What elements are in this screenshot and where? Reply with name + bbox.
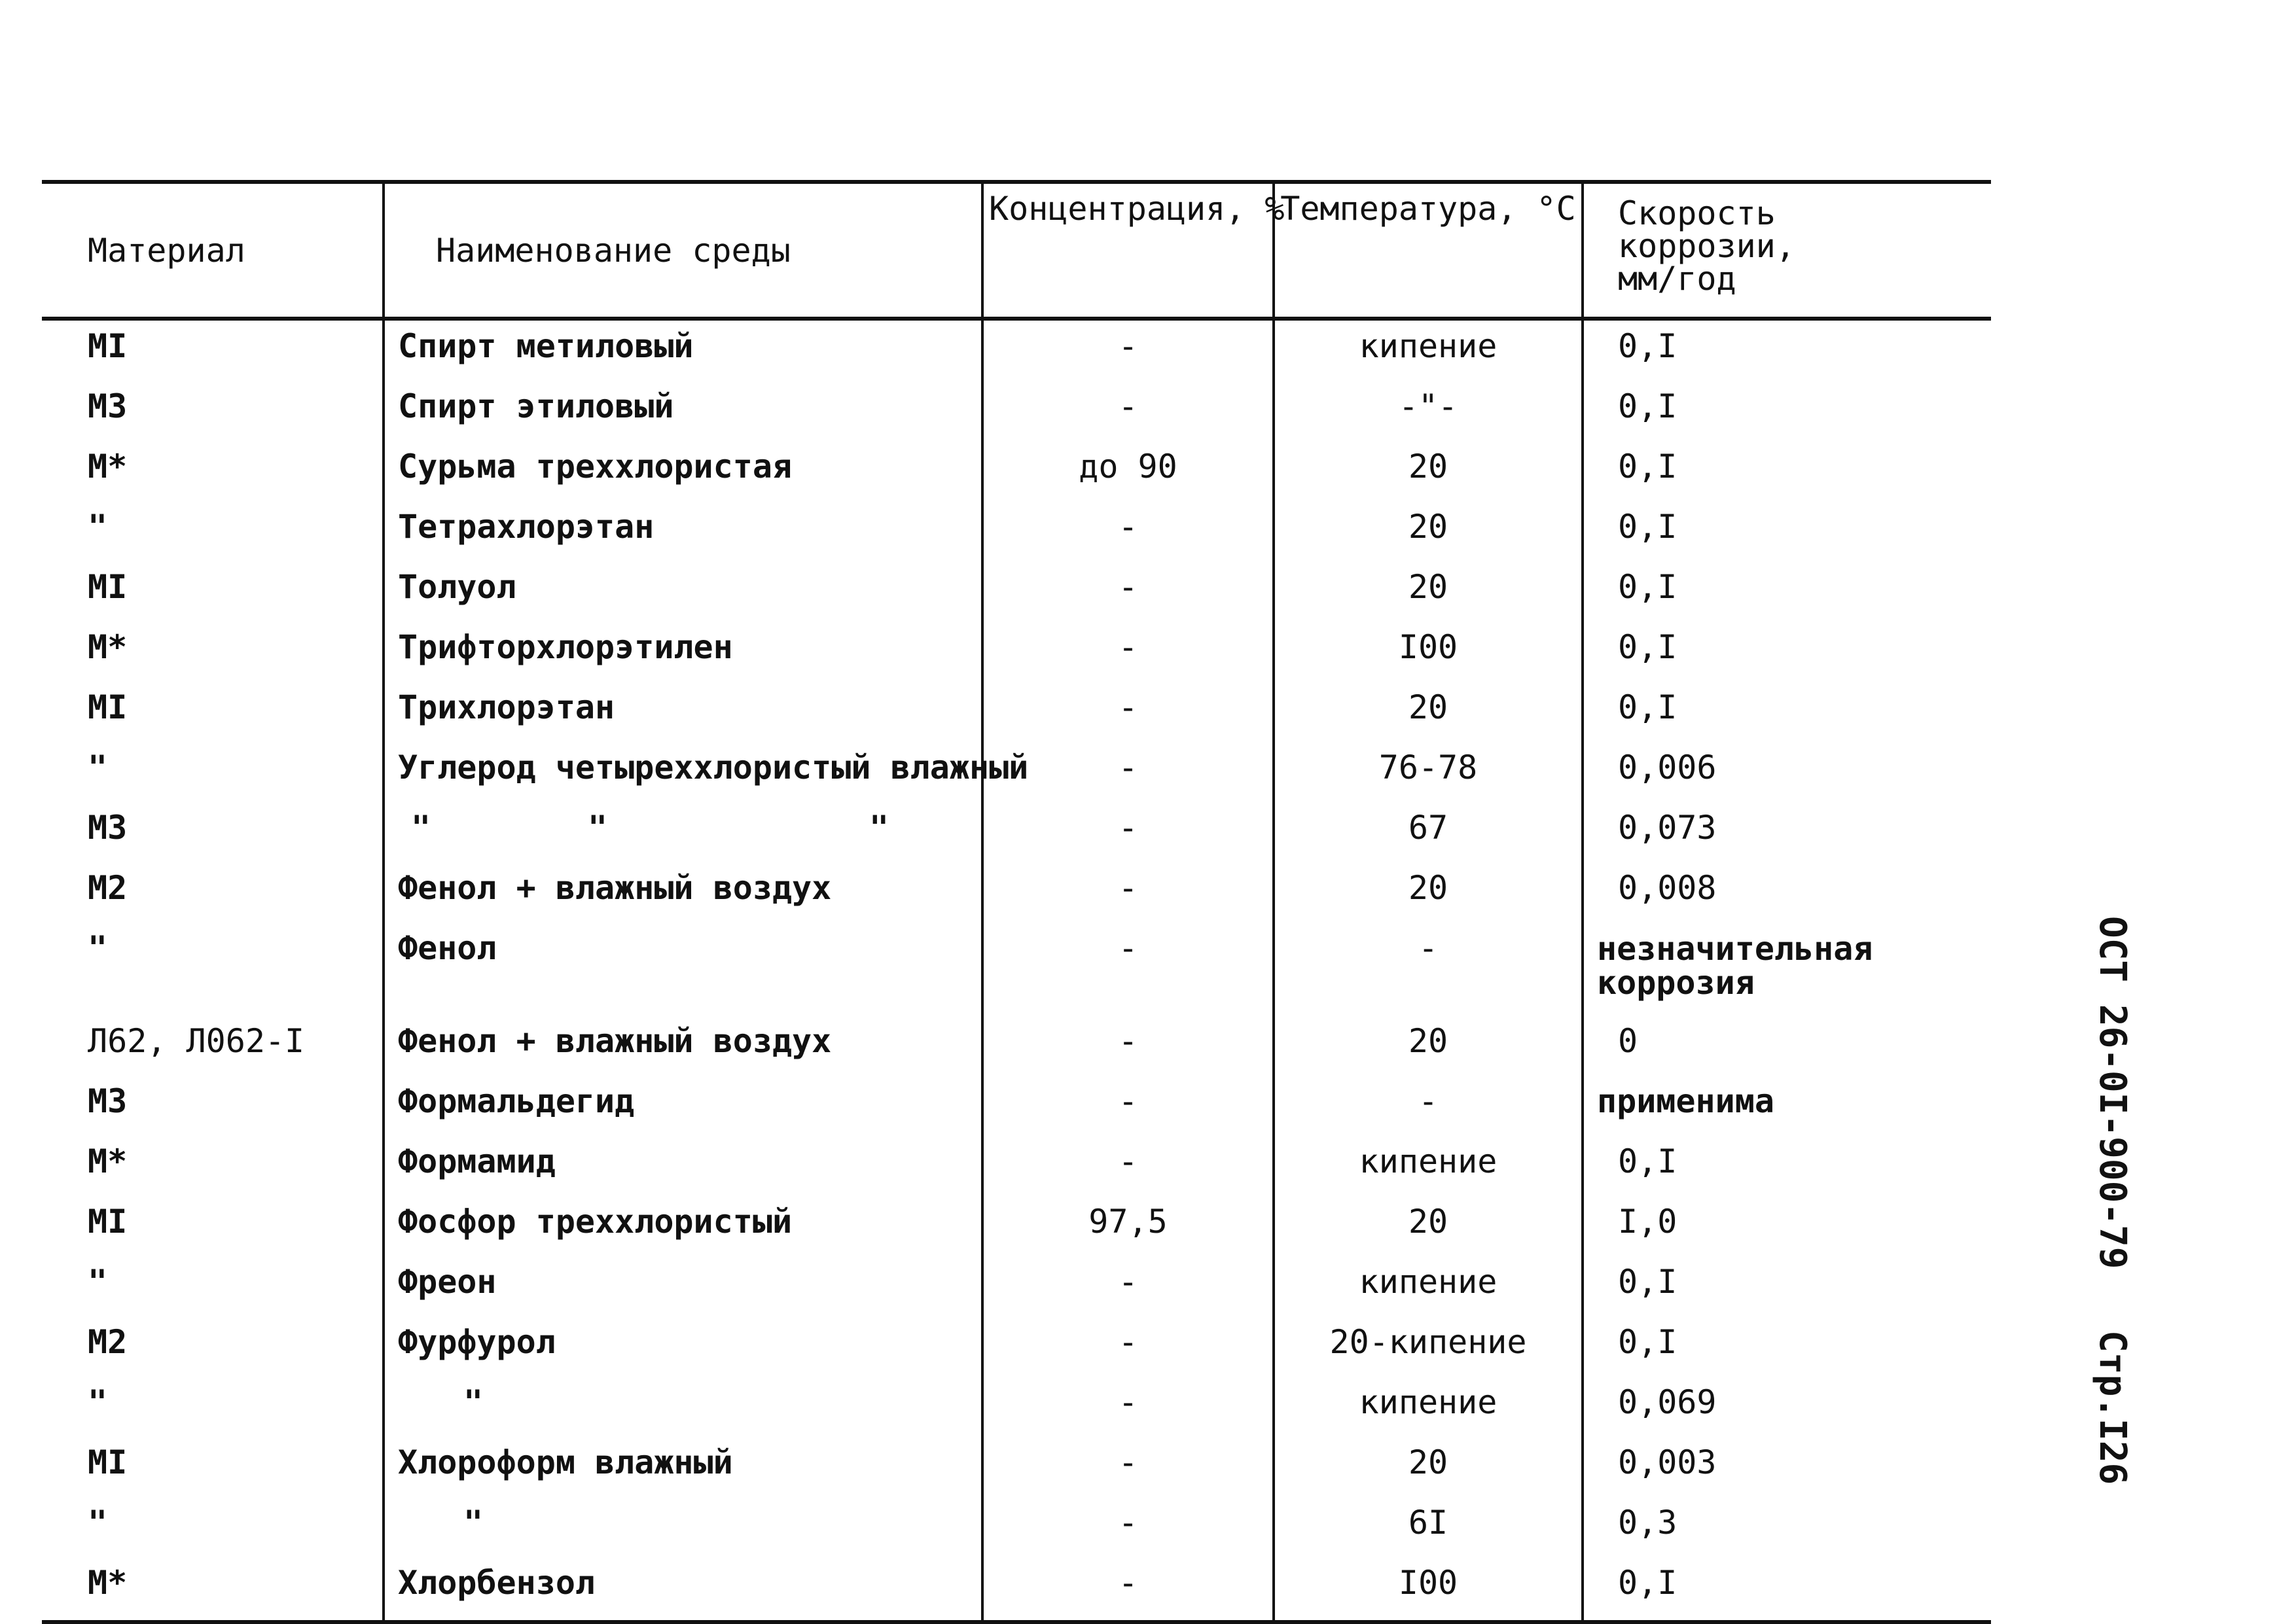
cell-temperature: кипение: [1274, 1136, 1583, 1196]
cell-medium: Трифторхлорэтилен: [384, 622, 982, 682]
cell-temperature: -: [1274, 923, 1583, 1015]
cell-medium-ditto: [384, 802, 982, 862]
cell-temperature: 20: [1274, 501, 1583, 561]
cell-material: ": [88, 508, 108, 546]
document-code-vertical: [2091, 916, 2134, 1485]
cell-medium: Хлорбензол: [384, 1557, 982, 1622]
cell-material: М3: [88, 387, 128, 425]
cell-concentration: -: [982, 1076, 1274, 1136]
cell-medium: Фенол + влажный воздух: [384, 862, 982, 923]
table-row: [42, 1437, 1991, 1497]
cell-rate: 0: [1583, 1015, 1991, 1076]
cell-temperature: -: [1274, 1076, 1583, 1136]
cell-medium: Фенол + влажный воздух: [384, 1015, 982, 1076]
table-row: [42, 501, 1991, 561]
cell-concentration: -: [982, 501, 1274, 561]
cell-concentration: -: [982, 319, 1274, 381]
cell-concentration: -: [982, 1437, 1274, 1497]
cell-medium: Фосфор треххлористый: [384, 1196, 982, 1256]
rate-note-line2: коррозия: [1597, 964, 1755, 1002]
table-row: [42, 381, 1991, 441]
cell-rate: 0,3: [1583, 1497, 1991, 1557]
cell-temperature: I00: [1274, 622, 1583, 682]
header-concentration: Концентрация, %: [982, 182, 1274, 319]
cell-concentration: 97,5: [982, 1196, 1274, 1256]
cell-medium: Фурфурол: [384, 1316, 982, 1377]
cell-rate: 0,I: [1583, 1256, 1991, 1316]
cell-medium: Фенол: [384, 923, 982, 1015]
cell-rate: 0,069: [1583, 1377, 1991, 1437]
cell-concentration: -: [982, 1015, 1274, 1076]
cell-concentration: -: [982, 1136, 1274, 1196]
ditto-mark: ": [411, 809, 431, 847]
table-row: [42, 1136, 1991, 1196]
cell-material: ": [88, 749, 108, 786]
cell-temperature: 76-78: [1274, 742, 1583, 802]
ditto-mark: ": [869, 809, 889, 847]
header-rate-line3: мм/год: [1618, 260, 1736, 298]
cell-rate: 0,I: [1583, 622, 1991, 682]
cell-rate: 0,I: [1583, 501, 1991, 561]
cell-rate: 0,I: [1583, 1136, 1991, 1196]
cell-material: М3: [88, 1082, 128, 1120]
cell-rate: 0,I: [1583, 381, 1991, 441]
cell-medium: Формамид: [384, 1136, 982, 1196]
cell-rate: 0,I: [1583, 561, 1991, 622]
cell-temperature: 20: [1274, 1015, 1583, 1076]
cell-temperature: 20: [1274, 862, 1583, 923]
cell-temperature: 20: [1274, 682, 1583, 742]
table-header-row: [42, 182, 1991, 319]
cell-medium: Спирт метиловый: [384, 319, 982, 381]
cell-material: МI: [88, 1443, 128, 1481]
cell-material: МI: [88, 688, 128, 726]
cell-medium: Формальдегид: [384, 1076, 982, 1136]
header-rate-line1: Скорость: [1618, 194, 1776, 232]
cell-concentration: -: [982, 1256, 1274, 1316]
table-row: [42, 1076, 1991, 1136]
cell-temperature: 67: [1274, 802, 1583, 862]
cell-material: МI: [88, 1203, 128, 1241]
cell-rate: 0,006: [1583, 742, 1991, 802]
cell-concentration: -: [982, 923, 1274, 1015]
header-corrosion-rate: [1583, 182, 1991, 319]
cell-medium: Углерод четыреххлористый влажный: [384, 742, 982, 802]
cell-temperature: 20-кипение: [1274, 1316, 1583, 1377]
table-row: [42, 1196, 1991, 1256]
cell-material: ": [88, 1504, 108, 1542]
table-row: [42, 742, 1991, 802]
cell-medium: Трихлорэтан: [384, 682, 982, 742]
table-row: [42, 1015, 1991, 1076]
cell-medium: Сурьма треххлористая: [384, 441, 982, 501]
cell-medium: Тетрахлорэтан: [384, 501, 982, 561]
cell-material: М*: [42, 1557, 384, 1622]
table-row: [42, 622, 1991, 682]
page-number: Стр.I26: [2091, 1330, 2134, 1485]
corrosion-table: [42, 180, 1991, 1624]
cell-material: М3: [88, 809, 128, 847]
cell-material: ": [88, 929, 108, 967]
cell-concentration: -: [982, 561, 1274, 622]
cell-concentration: до 90: [982, 441, 1274, 501]
cell-concentration: -: [982, 1497, 1274, 1557]
cell-temperature: 20: [1274, 441, 1583, 501]
cell-rate: 0,I: [1583, 1316, 1991, 1377]
cell-temperature: 20: [1274, 561, 1583, 622]
cell-rate: 0,I: [1583, 441, 1991, 501]
cell-temperature: 20: [1274, 1437, 1583, 1497]
table-row: [42, 923, 1991, 1015]
cell-concentration: -: [982, 1557, 1274, 1622]
ditto-mark: ": [588, 809, 608, 847]
rate-note-line1: незначительная: [1597, 930, 1873, 968]
cell-temperature: -"-: [1274, 381, 1583, 441]
cell-material: М*: [88, 628, 128, 666]
cell-concentration: -: [982, 742, 1274, 802]
cell-rate: применима: [1583, 1076, 1991, 1136]
cell-temperature: 20: [1274, 1196, 1583, 1256]
table-row: [42, 319, 1991, 381]
table-row: [42, 561, 1991, 622]
header-material: Материал: [42, 182, 384, 319]
table-row: [42, 1557, 1991, 1622]
table-row: [42, 682, 1991, 742]
cell-temperature: кипение: [1274, 1377, 1583, 1437]
header-temperature: Температура, °С: [1274, 182, 1583, 319]
cell-material: МI: [88, 327, 128, 365]
cell-rate: 0,008: [1583, 862, 1991, 923]
cell-rate: 0,I: [1583, 682, 1991, 742]
cell-concentration: -: [982, 1316, 1274, 1377]
cell-temperature: кипение: [1274, 319, 1583, 381]
table-row: [42, 802, 1991, 862]
cell-rate: I,0: [1583, 1196, 1991, 1256]
cell-rate: 0,I: [1583, 319, 1991, 381]
table-row: [42, 441, 1991, 501]
cell-concentration: -: [982, 1377, 1274, 1437]
cell-medium: ": [384, 1497, 982, 1557]
cell-concentration: -: [982, 381, 1274, 441]
table-row: [42, 862, 1991, 923]
cell-material: М*: [88, 1142, 128, 1180]
cell-temperature: 6I: [1274, 1497, 1583, 1557]
cell-concentration: -: [982, 802, 1274, 862]
table-row: [42, 1497, 1991, 1557]
cell-concentration: -: [982, 622, 1274, 682]
cell-concentration: -: [982, 682, 1274, 742]
table-row: [42, 1377, 1991, 1437]
cell-material: М*: [88, 448, 128, 485]
cell-material: МI: [88, 568, 128, 606]
cell-temperature: I00: [1274, 1557, 1583, 1622]
cell-material: М2: [88, 1323, 128, 1361]
cell-rate: 0,003: [1583, 1437, 1991, 1497]
cell-medium: Спирт этиловый: [384, 381, 982, 441]
cell-rate-note: [1583, 923, 1991, 1015]
header-rate-line2: коррозии,: [1618, 227, 1795, 265]
cell-medium: Хлороформ влажный: [384, 1437, 982, 1497]
table-row: [42, 1316, 1991, 1377]
cell-rate: 0,I: [1583, 1557, 1991, 1622]
cell-material: ": [88, 1263, 108, 1301]
cell-concentration: -: [982, 862, 1274, 923]
table-row: [42, 1256, 1991, 1316]
standard-code: ОСТ 26-0I-900-79: [2091, 916, 2134, 1269]
cell-material: ": [88, 1383, 108, 1421]
cell-material: Л62, Л062-I: [88, 1022, 305, 1060]
header-medium: Наименование среды: [384, 182, 982, 319]
cell-material: М2: [88, 869, 128, 907]
cell-medium: Толуол: [384, 561, 982, 622]
cell-medium: ": [384, 1377, 982, 1437]
cell-rate: 0,073: [1583, 802, 1991, 862]
cell-temperature: кипение: [1274, 1256, 1583, 1316]
cell-medium: Фреон: [384, 1256, 982, 1316]
